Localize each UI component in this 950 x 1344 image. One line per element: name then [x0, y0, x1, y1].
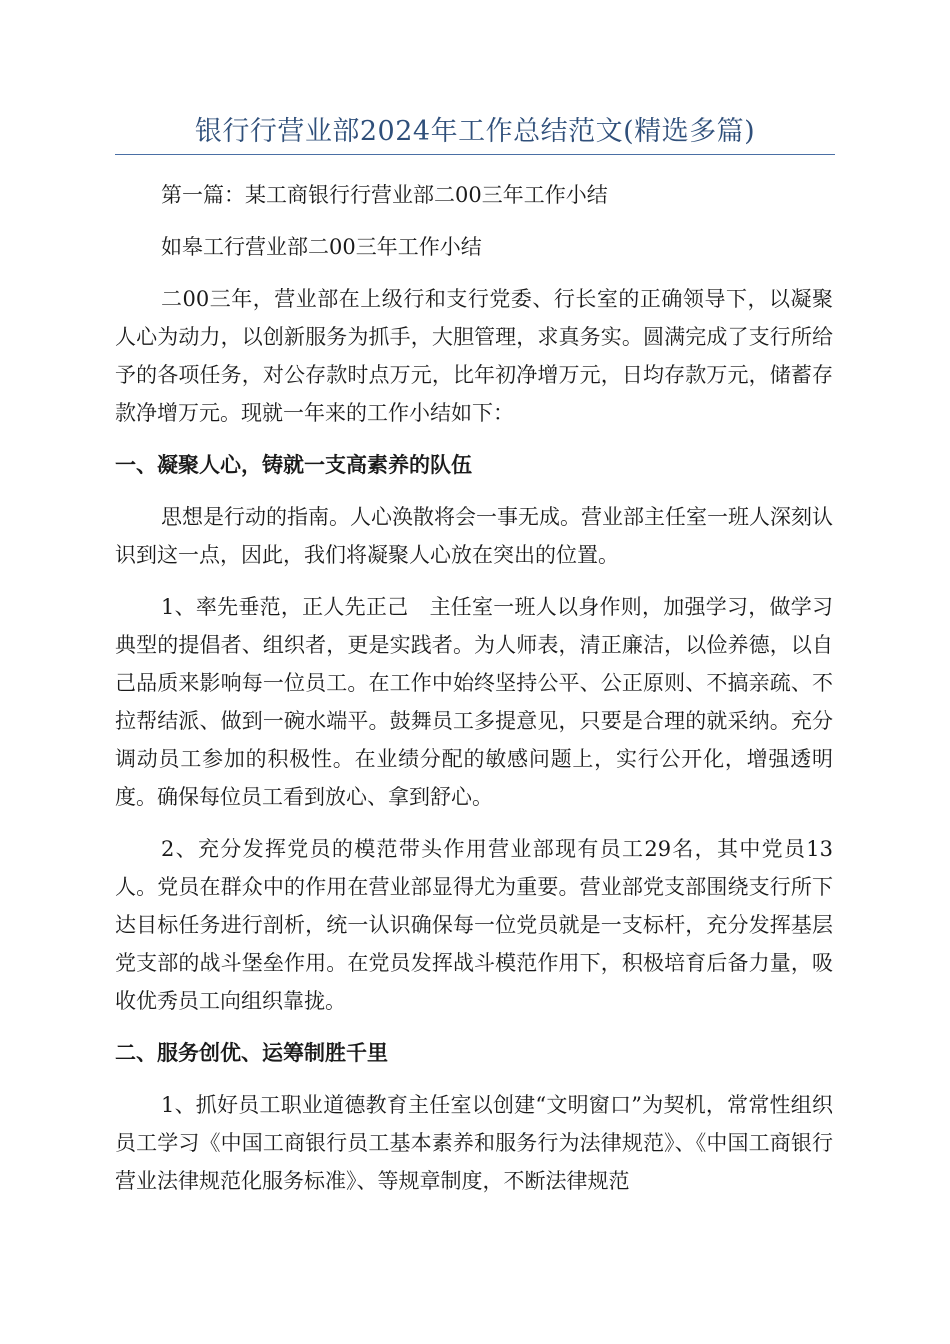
document-body [115, 176, 833, 1214]
document-title: 银行行营业部2024年工作总结范文(精选多篇) [194, 116, 756, 147]
paragraph-section1-item2: 2、充分发挥党员的模范带头作用营业部现有员工29名，其中党员13人。党员在群众中的作用在营业部显得尤为重要。营业部党支部围绕支行所下达目标任务进行剖析，统一认识确保每一位党员就是一支标杆，充分发挥基层党支部的战斗堡垒作用。在党员发挥战斗模范作用下，积极培育后备力量，吸收优秀员工向组织靠拢。 [115, 837, 833, 1013]
section-heading-1: 一、凝聚人心，铸就一支高素养的队伍 [115, 453, 472, 477]
paragraph-section1-item1: 1、率先垂范，正人先正己 主任室一班人以身作则，加强学习，做学习典型的提倡者、组织者，更是实践者。为人师表，清正廉洁，以俭养德，以自己品质来影响每一位员工。在工作中始终坚持公平、公正原则、不搞亲疏、不拉帮结派、做到一碗水端平。鼓舞员工多提意见，只要是合理的就采纳。充分调动员工参加的积极性。在业绩分配的敏感问题上，实行公开化，增强透明度。确保每位员工看到放心、拿到舒心。 [115, 595, 833, 809]
title-underline [115, 154, 835, 155]
paragraph-section2-item1: 1、抓好员工职业道德教育主任室以创建“文明窗口”为契机，常常性组织员工学习《中国工商银行员工基本素养和服务行为法律规范》、《中国工商银行营业法律规范化服务标准》、等规章制度，不断法律规范 [115, 1093, 833, 1193]
paragraph-intro: 二00三年，营业部在上级行和支行党委、行长室的正确领导下，以凝聚人心为动力，以创新服务为抓手，大胆管理，求真务实。圆满完成了支行所给予的各项任务，对公存款时点万元，比年初净增万元，日均存款万元，储蓄存款净增万元。现就一年来的工作小结如下： [115, 287, 833, 425]
paragraph-chapter-title: 第一篇：某工商银行行营业部二00三年工作小结 [161, 183, 608, 207]
paragraph-section1-intro: 思想是行动的指南。人心涣散将会一事无成。营业部主任室一班人深刻认识到这一点，因此，我们将凝聚人心放在突出的位置。 [115, 505, 833, 567]
paragraph-report-title: 如皋工行营业部二00三年工作小结 [161, 235, 482, 259]
section-heading-2: 二、服务创优、运筹制胜千里 [115, 1041, 388, 1065]
